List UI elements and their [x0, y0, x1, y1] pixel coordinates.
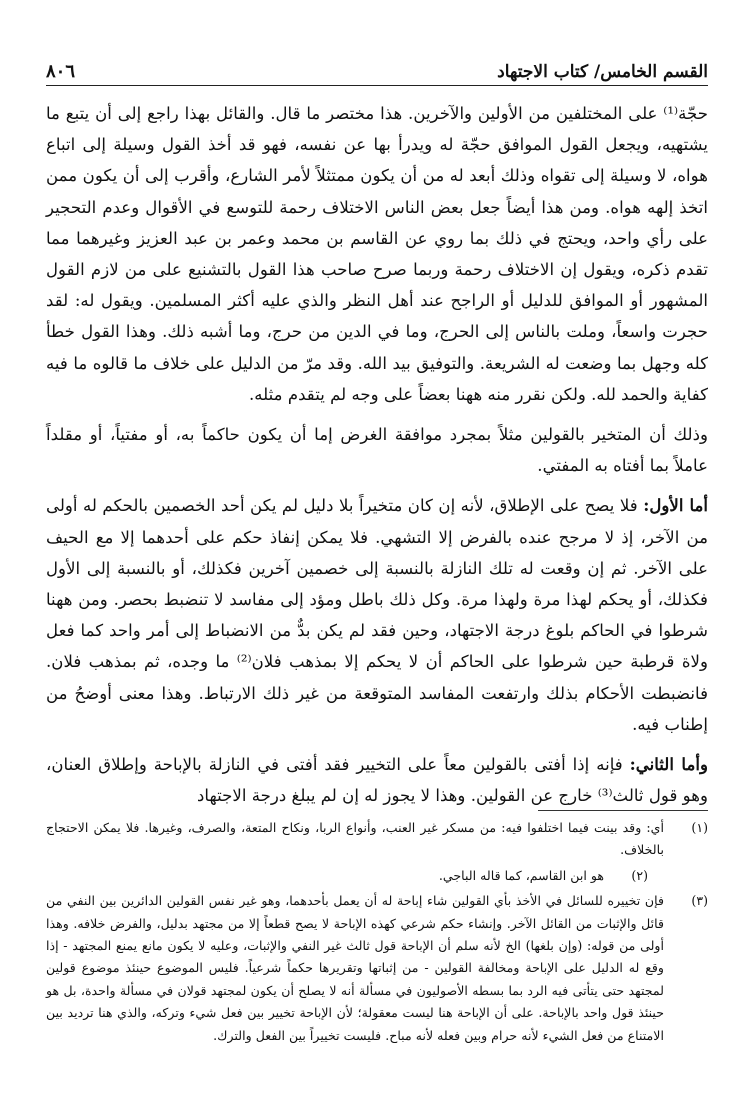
footnotes	[46, 817, 708, 1047]
main-text	[46, 98, 708, 811]
footnote-number: (١)	[691, 820, 708, 835]
footnote-3	[46, 890, 708, 1047]
paragraph-2: وذلك أن المتخير بالقولين مثلاً بمجرد موافقة الغرض إما أن يكون حاكماً به، أو مفتياً، أو مقلداً عاملاً بما أفتاه به المفتي.	[46, 425, 708, 476]
page-number: ٨٠٦	[46, 61, 76, 82]
footnote-text: هو ابن القاسم، كما قاله الباجي.	[438, 867, 604, 883]
footnote-separator	[538, 810, 708, 811]
paragraph-3-lead: أما الأول:	[643, 495, 708, 516]
footnote-text: أي: وقد بينت فيما اختلفوا فيه: من مسكر غير العنب، وأنواع الربا، ونكاح المتعة، والصرف، وغيرها. فلا يمكن الاحتجاج بالخلاف.	[46, 820, 664, 858]
chapter-title: القسم الخامس/ كتاب الاجتهاد	[497, 62, 708, 82]
paragraph-4-text: فإنه إذا أفتى بالقولين معاً على التخيير فقد أفتى في النازلة بالإباحة وإطلاق العنان، وهو قول ثالث⁽³⁾ خارج عن القولين. وهذا لا يجوز له إن لم يبلغ درجة الاجتهاد	[46, 755, 708, 806]
footnote-1	[46, 817, 708, 862]
paragraph-3-text: فلا يصح على الإطلاق، لأنه إن كان متخيراً بلا دليل لم يكن أحد الخصمين بالحكم له أولى من الآخر، إذ لا مرجح عنده بالفرض إلا التشهي. فلا يمكن إنفاذ حكم على أحدهما إلا مع الحيف على الآخر. ثم إن وقعت له تلك النازلة بالنسبة إلى خصمين آخرين فكذلك، أو بالنسبة إلى الأول فكذلك، أو يحكم لهذا مرة ولهذا مرة. وكل ذلك باطل ومؤد إلى مفاسد لا تنضبط بحصر. ومن ههنا شرطوا في الحاكم بلوغ درجة الاجتهاد، وحين فقد لم يكن بدٌّ من الانضباط إلى أمر واحد كما فعل ولاة قرطبة حين شرطوا على الحاكم أن لا يحكم إلا بمذهب فلان⁽²⁾ ما وجده، ثم بمذهب فلان. فانضبطت الأحكام بذلك وارتفعت المفاسد المتوقعة من غير ذلك الارتباط. وهذا معنى أوضحُ من إطناب فيه.	[46, 496, 708, 734]
paragraph-1: حجّة⁽¹⁾ على المختلفين من الأولين والآخرين. هذا مختصر ما قال. والقائل بهذا راجع إلى أن يتبع ما يشتهيه، ويجعل القول الموافق حجّة له ويدرأ بها عن نفسه، فهو قد أخذ القول وسيلة إلى اتباع هواه، لا وسيلة إلى تقواه وذلك أبعد له من أن يكون ممتثلاً لأمر الشارع، وأقرب إلى أن يكون ممن اتخذ إلهه هواه. ومن هذا أيضاً جعل بعض الناس الاختلاف رحمة للتوسع في الأقوال وعدم التحجير على رأي واحد، ويحتج في ذلك بما روي عن القاسم بن محمد وعمر بن عبد العزيز وغيرهما مما تقدم ذكره، ويقول إن الاختلاف رحمة وربما صرح صاحب هذا القول بالتشنيع على من لازم القول المشهور أو الموافق للدليل أو الراجح عند أهل النظر والذي عليه أكثر المسلمين. ويقول له: لقد حجرت واسعاً، وملت بالناس إلى الحرج، وما في الدين من حرج، وما أشبه ذلك. وهذا القول خطأ كله وجهل بما وضعت له الشريعة. والتوفيق بيد الله. وقد مرّ من الدليل على خلاف ما قالوه ما فيه كفاية والحمد لله. ولكن نقرر منه ههنا بعضاً على وجه لم يتقدم مثله.	[46, 104, 708, 404]
footnote-text: فإن تخييره للسائل في الأخذ بأي القولين شاء إباحة له أن يعمل بأحدهما، وهو غير نفس القولين الدائرين بين النفي من قائل والإثبات من القائل الآخر. وإنشاء حكم شرعي كهذه الإباحة لا يصح قطعاً إلا من مجتهد بدليل، والفرض خلافه. وهذا أولى من قوله: (وإن بلغها) الخ لأنه سلم أن الإباحة قول ثالث غير النفي والإثبات، وعليه لا يكون مانع يمنع المجتهد - إذا وقع له الدليل على الإباحة ومخالفة القولين - من إثباتها وتقريرها حكماً شرعياً. فليس الموضوع حينئذ موضوع قولين لمجتهد حتى يتأتى فيه الرد بما بسطه الأصوليون في مسألة أنه لا يصلح أن يكون لمجتهد قولان في مسألة واحدة، بل هو حينئذ قول واحد بالإباحة. على أن الإباحة هنا ليست معقولة؛ لأن الإباحة تخيير بين فعل شيء وتركه، والذي هنا ترديد بين الامتناع من فعل الشيء لأنه حرام وبين فعله لأنه مباح. فليست تخييراً بين الفعل والترك.	[46, 893, 664, 1043]
footnote-number: (٣)	[691, 893, 708, 909]
paragraph-3	[46, 490, 708, 740]
footnote-number: (٢)	[631, 867, 648, 883]
paragraph-4	[46, 749, 708, 811]
footnote-2	[46, 865, 648, 887]
running-header	[46, 58, 708, 86]
paragraph-4-lead: وأما الثاني:	[629, 754, 708, 775]
